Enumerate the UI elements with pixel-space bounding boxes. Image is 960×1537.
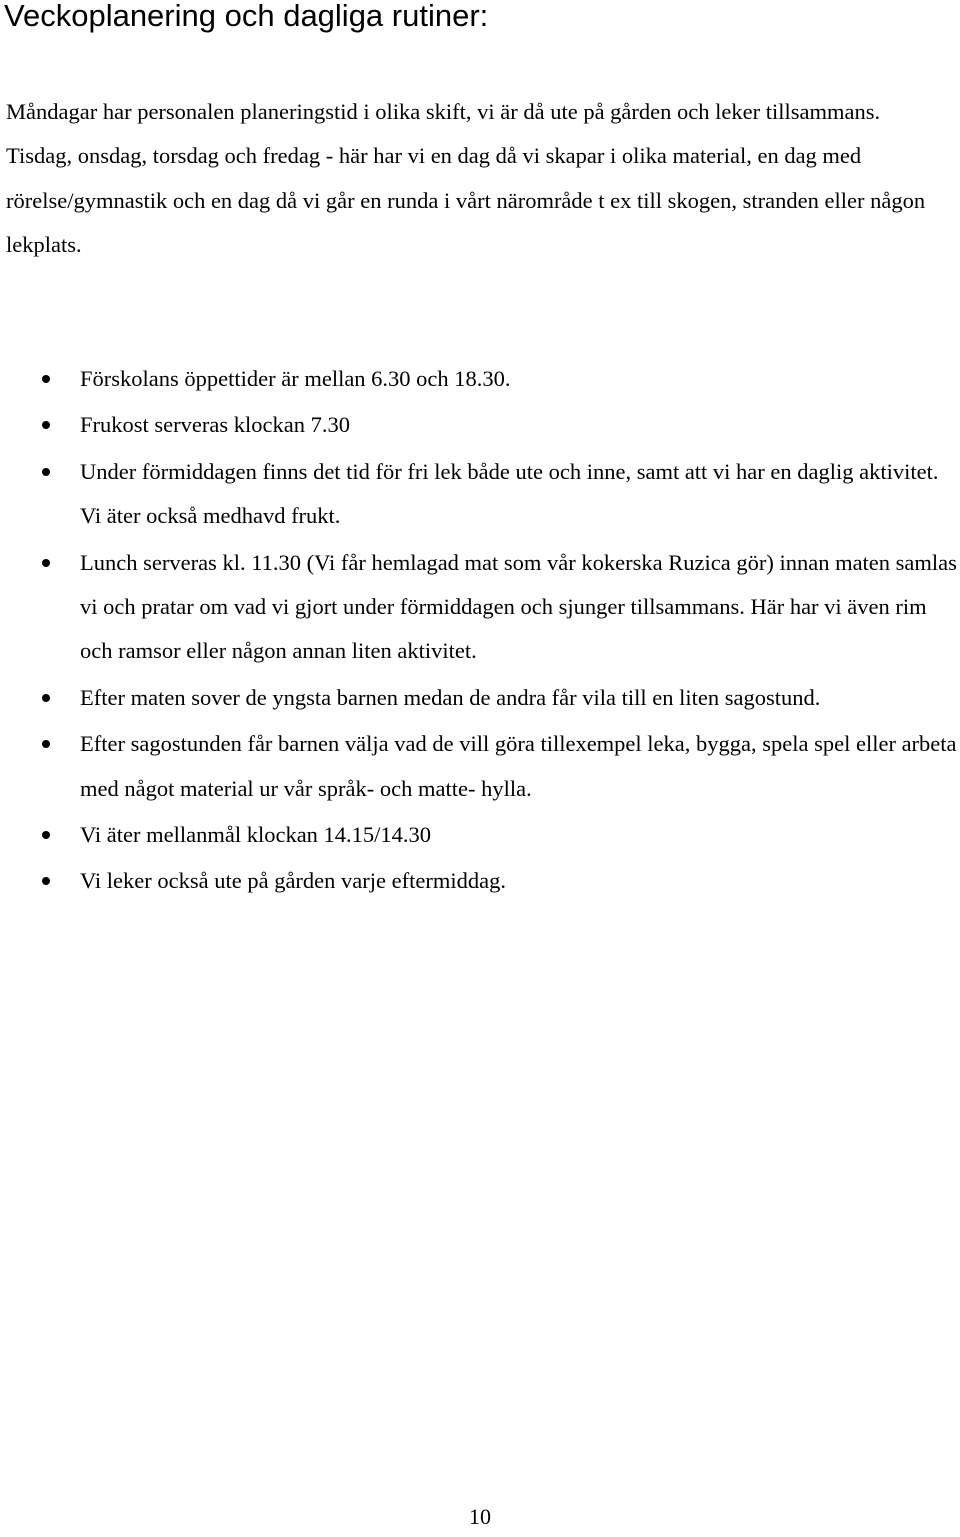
bullet-icon: [42, 877, 50, 885]
list-item-text: Frukost serveras klockan 7.30: [80, 412, 350, 438]
list-item-text: Efter sagostunden får barnen välja vad de vill göra tillexempel leka, bygga, spela spel eller arbeta med något material ur vår språk- och matte- hylla.: [80, 731, 957, 801]
list-item-text: Förskolans öppettider är mellan 6.30 och 18.30.: [80, 366, 511, 391]
list-item-text: Efter maten sover de yngsta barnen medan de andra får vila till en liten sagostund.: [80, 684, 821, 710]
bullet-icon: [42, 831, 50, 839]
list-item: [0, 541, 960, 674]
bullet-icon: [42, 740, 50, 748]
intro-paragraph-monday: Måndagar har personalen planeringstid i olika skift, vi är då ute på gården och leker tillsammans.: [6, 99, 881, 124]
list-item-text: Lunch serveras kl. 11.30 (Vi får hemlagad mat som vår kokerska Ruzica gör) innan maten samlas vi och pratar om vad vi gjort under förmiddagen och sjunger tillsammans. Här har vi även rim och ramsor eller någon annan liten aktivitet.: [80, 549, 957, 664]
page-title: Veckoplanering och dagliga rutiner:: [4, 0, 489, 33]
list-item: [0, 403, 960, 447]
bullet-icon: [42, 375, 50, 383]
intro-text: [6, 90, 946, 268]
page-number: 10: [469, 1504, 491, 1529]
bullet-icon: [42, 468, 50, 476]
list-item-text: Vi äter mellanmål klockan 14.15/14.30: [80, 822, 432, 848]
list-item-text: Vi leker också ute på gården varje eftermiddag.: [80, 868, 506, 894]
list-item: [0, 859, 960, 903]
daily-routine-list: [0, 357, 960, 906]
bullet-icon: [42, 694, 50, 702]
list-item-text: Under förmiddagen finns det tid för fri lek både ute och inne, samt att vi har en daglig aktivitet. Vi äter också medhavd frukt.: [80, 458, 939, 529]
list-item: [0, 722, 960, 811]
list-item: [0, 357, 960, 401]
bullet-icon: [42, 559, 50, 567]
list-item: [0, 813, 960, 857]
intro-paragraph-weekdays: Tisdag, onsdag, torsdag och fredag - här har vi en dag då vi skapar i olika material, en dag med rörelse/gymnastik och en dag då vi går en runda i vårt närområde t ex till skogen, stranden eller någon lekplats.: [6, 143, 926, 258]
list-item: [0, 676, 960, 720]
bullet-icon: [42, 421, 50, 429]
list-item: [0, 450, 960, 539]
